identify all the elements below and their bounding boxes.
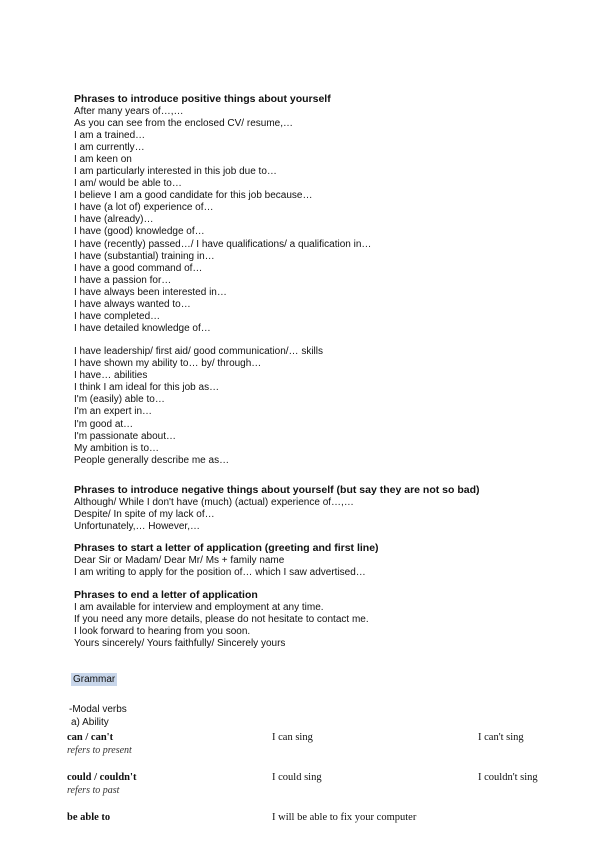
grammar-row-be-able-to [0,812,600,842]
phrase-line: I have detailed knowledge of… [74,323,211,335]
phrase-line: I have (recently) passed…/ I have qualifications/ a qualification in… [74,238,372,250]
negative-heading: Phrases to introduce negative things about yourself (but say they are not so bad) [74,484,480,496]
start-letter-section [74,542,574,579]
phrase-line: If you need any more details, please do not hesitate to contact me. [74,613,369,625]
modal-verbs-label: -Modal verbs [69,704,127,715]
grammar-row-can [0,732,600,762]
phrase-line: I'm (easily) able to… [74,394,165,406]
phrase-line: I am writing to apply for the position of… which I saw advertised… [74,566,366,578]
phrase-line: I am/ would be able to… [74,178,182,190]
end-letter-section [74,589,574,650]
phrase-line: I have a passion for… [74,274,172,286]
phrase-line: My ambition is to… [74,442,160,454]
phrase-line: I have leadership/ first aid/ good communication/… skills [74,346,324,357]
phrase-line: People generally describe me as… [74,454,230,466]
phrase-line: I have (already)… [74,214,154,226]
phrase-line: After many years of…,… [74,105,184,117]
phrase-line: Although/ While I don't have (much) (actual) experience of…,… [74,496,354,508]
positive-phrases-continued [74,346,574,467]
phrase-line: I think I am ideal for this job as… [74,382,220,394]
phrase-line: I am available for interview and employment at any time. [74,601,324,613]
phrase-line: Dear Sir or Madam/ Dear Mr/ Ms + family name [74,554,285,566]
phrase-line: I am keen on [74,153,132,165]
phrase-line: I have shown my ability to… by/ through… [74,358,262,370]
phrase-line: I'm passionate about… [74,430,176,442]
phrase-line: I'm good at… [74,418,134,430]
positive-phrases-section [74,93,574,335]
example-negative: I couldn't sing [478,772,538,783]
phrase-line: I am particularly interested in this job due to… [74,165,277,177]
phrase-line: I believe I am a good candidate for this job because… [74,190,313,202]
phrase-line: Despite/ In spite of my lack of… [74,508,215,520]
phrase-line: I have always been interested in… [74,286,227,298]
example-positive: I can sing [272,732,313,743]
phrase-line: Yours sincerely/ Yours faithfully/ Sincerely yours [74,637,286,649]
example-positive: I will be able to fix your computer [272,812,417,823]
phrase-line: Unfortunately,… However,… [74,520,200,532]
phrase-line: I have completed… [74,311,161,323]
phrase-line: As you can see from the enclosed CV/ resume,… [74,117,293,129]
phrase-line: I have… abilities [74,370,148,382]
modal-form: be able to [67,812,111,823]
grammar-row-could [0,772,600,802]
modal-note: refers to past [67,785,120,796]
phrase-line: I am a trained… [74,129,146,141]
phrase-line: I look forward to hearing from you soon. [74,625,251,637]
ability-label: a) Ability [71,717,109,728]
grammar-title: Grammar [73,674,116,685]
modal-form: could / couldn't [67,772,137,783]
phrase-line: I have (substantial) training in… [74,250,215,262]
modal-note: refers to present [67,745,132,756]
example-positive: I could sing [272,772,322,783]
end-letter-heading: Phrases to end a letter of application [74,589,258,601]
phrase-line: I have always wanted to… [74,299,191,310]
phrase-line: I'm an expert in… [74,406,153,418]
example-negative: I can't sing [478,732,524,743]
positive-heading: Phrases to introduce positive things about yourself [74,93,331,105]
start-letter-heading: Phrases to start a letter of application (greeting and first line) [74,542,379,554]
phrase-line: I have (good) knowledge of… [74,226,205,238]
phrase-line: I am currently… [74,141,145,153]
negative-phrases-section [74,484,574,533]
phrase-line: I have (a lot of) experience of… [74,202,214,214]
modal-form: can / can't [67,732,114,743]
phrase-line: I have a good command of… [74,262,203,274]
